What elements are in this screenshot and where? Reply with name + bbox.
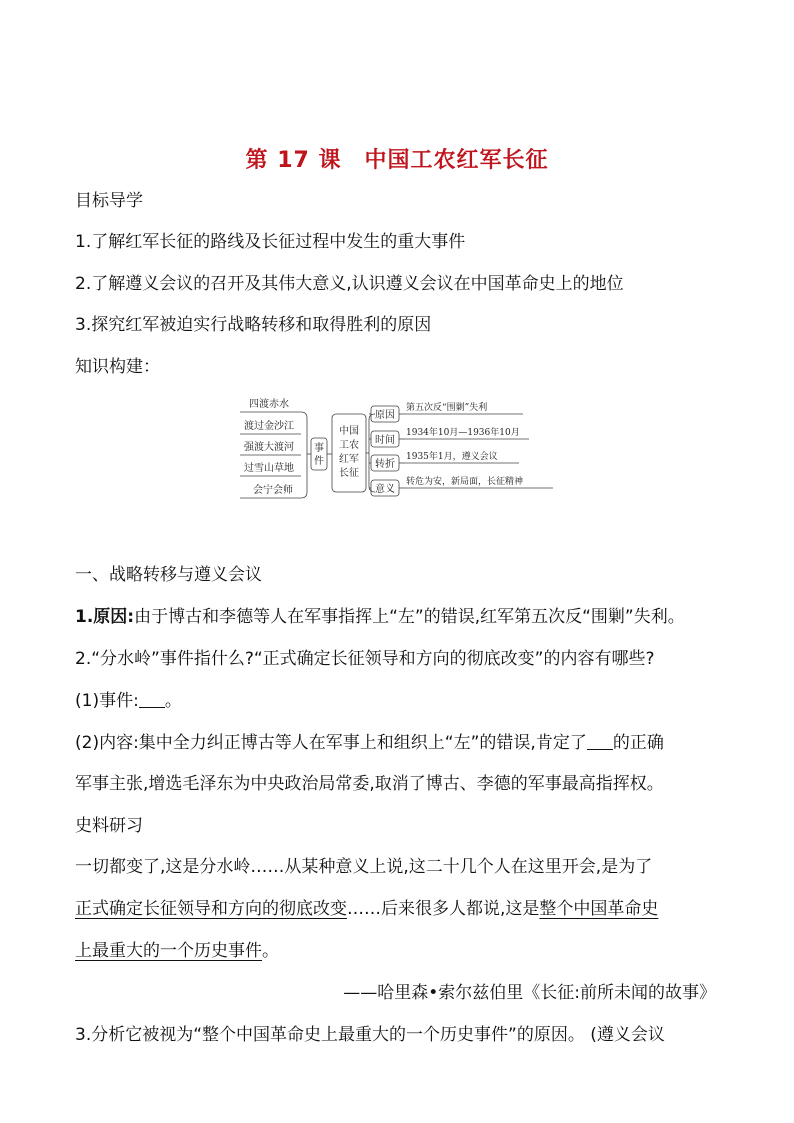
event-item: 会宁会师 — [253, 485, 293, 496]
knowledge-diagram — [235, 394, 565, 504]
source-line: 一切都变了,这是分水岭……从某种意义上说,这二十几个人在这里开会,是为了 — [75, 857, 653, 877]
svg-text:件: 件 — [314, 456, 324, 467]
center-line: 长征 — [339, 468, 359, 479]
event-item: 过雪山草地 — [244, 463, 294, 474]
aspect-value: 1934年10月—1936年10月 — [406, 428, 520, 438]
source-text: 。 — [262, 941, 279, 961]
question-3: 3.分析它被视为“整个中国革命史上最重大的一个历史事件”的原因。 (遵义会议 — [75, 1025, 665, 1045]
aspect-label: 时间 — [375, 435, 395, 446]
page-title: 第 17 课 中国工农红军长征 — [245, 148, 549, 173]
question-2: 2.“分水岭”事件指什么?“正式确定长征领导和方向的彻底改变”的内容有哪些? — [75, 649, 655, 669]
question-2-1-prefix: (1)事件: — [75, 691, 139, 711]
underlined-text: 整个中国革命史 — [539, 899, 659, 919]
question-1-text: 由于博古和李德等人在军事指挥上“左”的错误,红军第五次反“围剿”失利。 — [134, 607, 685, 627]
center-line: 工农 — [339, 440, 359, 451]
center-line: 红军 — [339, 454, 359, 465]
aspect-value: 转危为安，新局面，长征精神 — [406, 477, 524, 487]
source-text: ……后来很多人都说,这是 — [347, 899, 540, 919]
question-1-label: 1.原因: — [75, 607, 135, 627]
question-2-2-line2: 军事主张,增选毛泽东为中央政治局常委,取消了博古、李德的军事最高指挥权。 — [75, 774, 664, 794]
underlined-text: 上最重大的一个历史事件 — [75, 941, 262, 961]
objective-item: 3.探究红军被迫实行战略转移和取得胜利的原因 — [75, 315, 432, 335]
objective-item: 1.了解红军长征的路线及长征过程中发生的重大事件 — [75, 232, 466, 252]
answer-blank[interactable] — [587, 733, 613, 750]
question-2-1 — [75, 689, 182, 713]
question-2-2-suffix: 的正确 — [612, 733, 664, 753]
knowledge-heading: 知识构建： — [75, 357, 160, 377]
aspect-label: 原因 — [375, 410, 395, 421]
answer-blank[interactable] — [139, 691, 165, 708]
source-heading: 史料研习 — [75, 816, 143, 836]
question-1 — [75, 605, 685, 629]
event-item: 渡过金沙江 — [244, 421, 294, 432]
objective-item: 2.了解遵义会议的召开及其伟大意义,认识遵义会议在中国革命史上的地位 — [75, 274, 624, 294]
center-line: 中国 — [339, 426, 359, 437]
citation: ——哈里森•索尔兹伯里《长征:前所未闻的故事》 — [343, 983, 716, 1003]
events-label: 事 — [314, 443, 324, 454]
source-line — [75, 939, 279, 963]
aspect-label: 转折 — [375, 459, 395, 470]
question-2-2-prefix: (2)内容:集中全力纠正博古等人在军事上和组织上“左”的错误,肯定了 — [75, 733, 587, 753]
question-2-2 — [75, 731, 664, 755]
objectives-heading: 目标导学 — [75, 191, 143, 211]
aspect-value: 第五次反“围剿”失利 — [406, 403, 488, 413]
question-2-1-suffix: 。 — [164, 691, 182, 711]
event-item: 强渡大渡河 — [244, 442, 294, 453]
aspect-label: 意义 — [375, 484, 395, 495]
section-heading: 一、战略转移与遵义会议 — [75, 565, 262, 585]
source-line — [75, 897, 658, 921]
event-item: 四渡赤水 — [249, 399, 289, 410]
underlined-text: 正式确定长征领导和方向的彻底改变 — [75, 899, 347, 919]
aspect-value: 1935年1月，遵义会议 — [406, 452, 498, 462]
